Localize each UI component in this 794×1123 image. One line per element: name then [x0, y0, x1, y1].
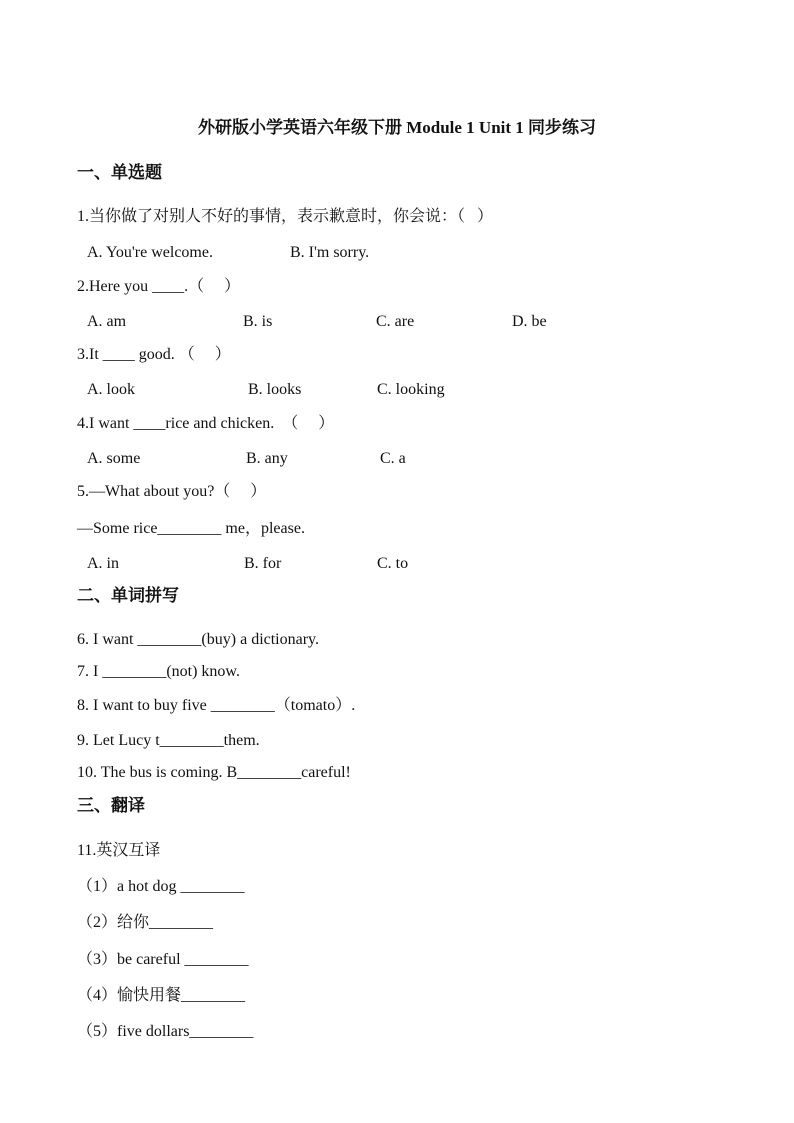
spelling-question-6: 6. I want ________(buy) a dictionary. [77, 631, 320, 648]
question-4-option-b: B. any [246, 450, 288, 467]
translation-item-3: （3）be careful ________ [77, 951, 249, 968]
question-3-option-a: A. look [87, 381, 135, 398]
question-3-stem: 3.It ____ good. （ ） [77, 346, 231, 363]
spelling-question-10: 10. The bus is coming. B________careful! [77, 764, 351, 781]
spelling-question-8: 8. I want to buy five ________（tomato）. [77, 697, 356, 714]
section-heading-spelling: 二、单词拼写 [77, 586, 179, 605]
question-5-option-b: B. for [244, 555, 282, 572]
spelling-question-9: 9. Let Lucy t________them. [77, 732, 260, 749]
question-4-stem: 4.I want ____rice and chicken. （ ） [77, 415, 335, 432]
question-2-option-d: D. be [512, 313, 547, 330]
translation-item-1: （1）a hot dog ________ [77, 878, 245, 895]
question-1-option-b: B. I'm sorry. [290, 244, 370, 261]
question-5-option-c: C. to [377, 555, 409, 572]
translation-item-2: （2）给你________ [77, 914, 214, 931]
translation-item-5: （5）five dollars________ [77, 1023, 254, 1040]
question-5-option-a: A. in [87, 555, 119, 572]
spelling-question-7: 7. I ________(not) know. [77, 663, 240, 680]
section-heading-translation: 三、翻译 [77, 796, 145, 815]
translation-item-4: （4）愉快用餐________ [77, 987, 246, 1004]
question-2-option-b: B. is [243, 313, 273, 330]
question-1-option-a: A. You're welcome. [87, 244, 213, 261]
question-4-option-a: A. some [87, 450, 141, 467]
question-2-option-c: C. are [376, 313, 415, 330]
question-5-stem-response: —Some rice________ me，please. [77, 520, 305, 537]
question-2-stem: 2.Here you ____.（ ） [77, 278, 241, 295]
question-2-option-a: A. am [87, 313, 127, 330]
question-5-stem: 5.—What about you?（ ） [77, 483, 267, 500]
document-title: 外研版小学英语六年级下册 Module 1 Unit 1 同步练习 [197, 118, 597, 137]
question-1-stem: 1.当你做了对别人不好的事情，表示歉意时，你会说：（ ） [77, 208, 494, 225]
section-heading-single-choice: 一、单选题 [77, 163, 162, 182]
translation-question-11-stem: 11.英汉互译 [77, 842, 161, 859]
question-4-option-c: C. a [380, 450, 406, 467]
question-3-option-c: C. looking [377, 381, 445, 398]
question-3-option-b: B. looks [248, 381, 302, 398]
